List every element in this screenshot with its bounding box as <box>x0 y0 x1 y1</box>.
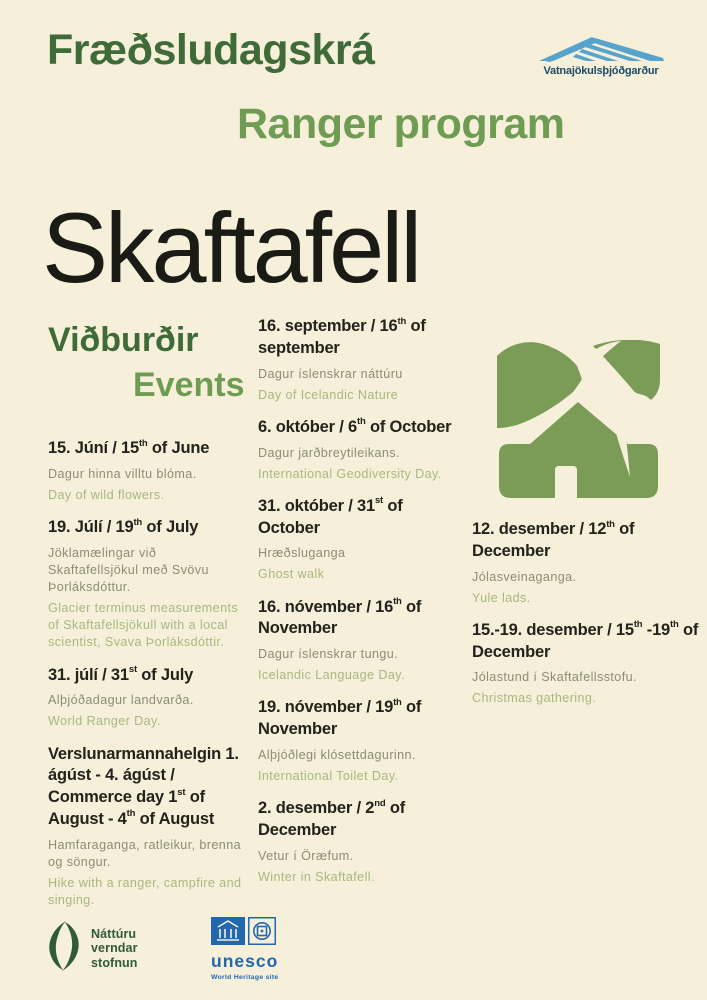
event-desc-icelandic: Hræðsluganga <box>258 546 346 561</box>
leaf-ring-icon <box>46 919 82 978</box>
event-desc-english: Hike with a ranger, campfire and singing. <box>48 875 242 907</box>
event-date: 31. október / 31st of October <box>258 495 403 537</box>
event-desc-icelandic: Jólastund í Skaftafellsstofu. <box>472 670 637 685</box>
events-column-right <box>472 338 702 721</box>
event-desc-icelandic: Dagur hinna villtu blóma. <box>48 466 197 481</box>
event-item <box>258 597 466 685</box>
park-logo <box>535 33 667 77</box>
event-item <box>258 316 466 404</box>
event-date: 16. september / 16th of september <box>258 315 426 357</box>
event-desc-english: International Geodiversity Day. <box>258 466 442 481</box>
unesco-temple-icon <box>211 917 245 950</box>
event-desc-icelandic: Dagur jarðbreytileikans. <box>258 445 400 460</box>
event-desc-icelandic: Dagur íslenskrar náttúru <box>258 366 403 381</box>
nature-conservation-agency-logo <box>46 919 138 978</box>
event-date: 15.-19. desember / 15th -19th of December <box>472 619 699 661</box>
event-item <box>48 438 246 504</box>
unesco-tagline: World Heritage site <box>211 973 279 981</box>
event-date: 19. Júlí / 19th of July <box>48 516 199 537</box>
page-title: Skaftafell <box>42 192 420 303</box>
event-desc-icelandic: Alþjóðlegi klósettdagurinn. <box>258 747 416 762</box>
event-desc-english: International Toilet Day. <box>258 769 399 784</box>
event-date: 2. desember / 2nd of December <box>258 797 406 839</box>
event-desc-english: Glacier terminus measurements of Skaftafellsjökull with a local scientist, Svava Þorláksdóttir. <box>48 601 239 650</box>
event-desc-icelandic: Alþjóðadagur landvarða. <box>48 693 194 708</box>
event-item <box>258 697 466 785</box>
event-desc-english: World Ranger Day. <box>48 714 161 729</box>
program-title-english: Ranger program <box>237 100 565 148</box>
events-label-icelandic: Viðburðir <box>48 321 199 359</box>
event-desc-icelandic: Jöklamælingar við Skaftafellsjökul með Svövu Þorláksdóttur. <box>48 545 209 595</box>
event-date: 16. nóvember / 16th of November <box>258 596 422 638</box>
event-date: Verslunarmannahelgin 1. ágúst - 4. ágúst / Commerce day 1st of August - 4th of August <box>48 744 239 828</box>
glacier-mountain-icon <box>535 33 667 63</box>
event-item <box>48 665 246 731</box>
event-item <box>48 517 246 652</box>
event-date: 6. október / 6th of October <box>258 416 452 436</box>
event-desc-icelandic: Jólasveinaganga. <box>472 569 577 584</box>
program-title-icelandic: Fræðsludagskrá <box>47 26 375 74</box>
nvs-name-line: Náttúru <box>91 926 137 941</box>
event-item <box>258 417 466 483</box>
nvs-name-line: stofnun <box>91 955 138 970</box>
event-desc-english: Christmas gathering. <box>472 691 597 706</box>
event-desc-english: Ghost walk <box>258 567 325 582</box>
events-column-left <box>48 438 246 922</box>
event-date: 15. Júní / 15th of June <box>48 437 210 457</box>
nvs-name <box>91 927 138 971</box>
event-desc-icelandic: Vetur í Öræfum. <box>258 848 354 863</box>
skaftafell-park-emblem <box>497 340 702 503</box>
nvs-name-line: verndar <box>91 941 138 956</box>
event-desc-english: Yule lads. <box>472 590 531 605</box>
event-desc-english: Day of wild flowers. <box>48 487 165 502</box>
events-label-english: Events <box>133 366 245 404</box>
event-item <box>472 519 702 607</box>
unesco-logo <box>211 917 297 981</box>
event-date: 12. desember / 12th of December <box>472 518 635 560</box>
event-desc-icelandic: Dagur íslenskrar tungu. <box>258 647 399 662</box>
events-column-middle <box>258 316 466 899</box>
event-desc-english: Icelandic Language Day. <box>258 668 405 683</box>
event-desc-icelandic: Hamfaraganga, ratleikur, brenna og söngur. <box>48 837 242 869</box>
park-logo-name: Vatnajökulsþjóðgarður <box>543 65 659 77</box>
event-desc-english: Day of Icelandic Nature <box>258 387 399 402</box>
world-heritage-emblem-icon <box>248 917 276 950</box>
event-item <box>472 620 702 708</box>
event-item <box>48 744 246 910</box>
event-item <box>258 496 466 584</box>
unesco-wordmark: unesco <box>211 951 279 971</box>
event-desc-english: Winter in Skaftafell. <box>258 869 375 884</box>
event-item <box>258 798 466 886</box>
event-date: 31. júlí / 31st of July <box>48 664 194 684</box>
event-date: 19. nóvember / 19th of November <box>258 696 422 739</box>
